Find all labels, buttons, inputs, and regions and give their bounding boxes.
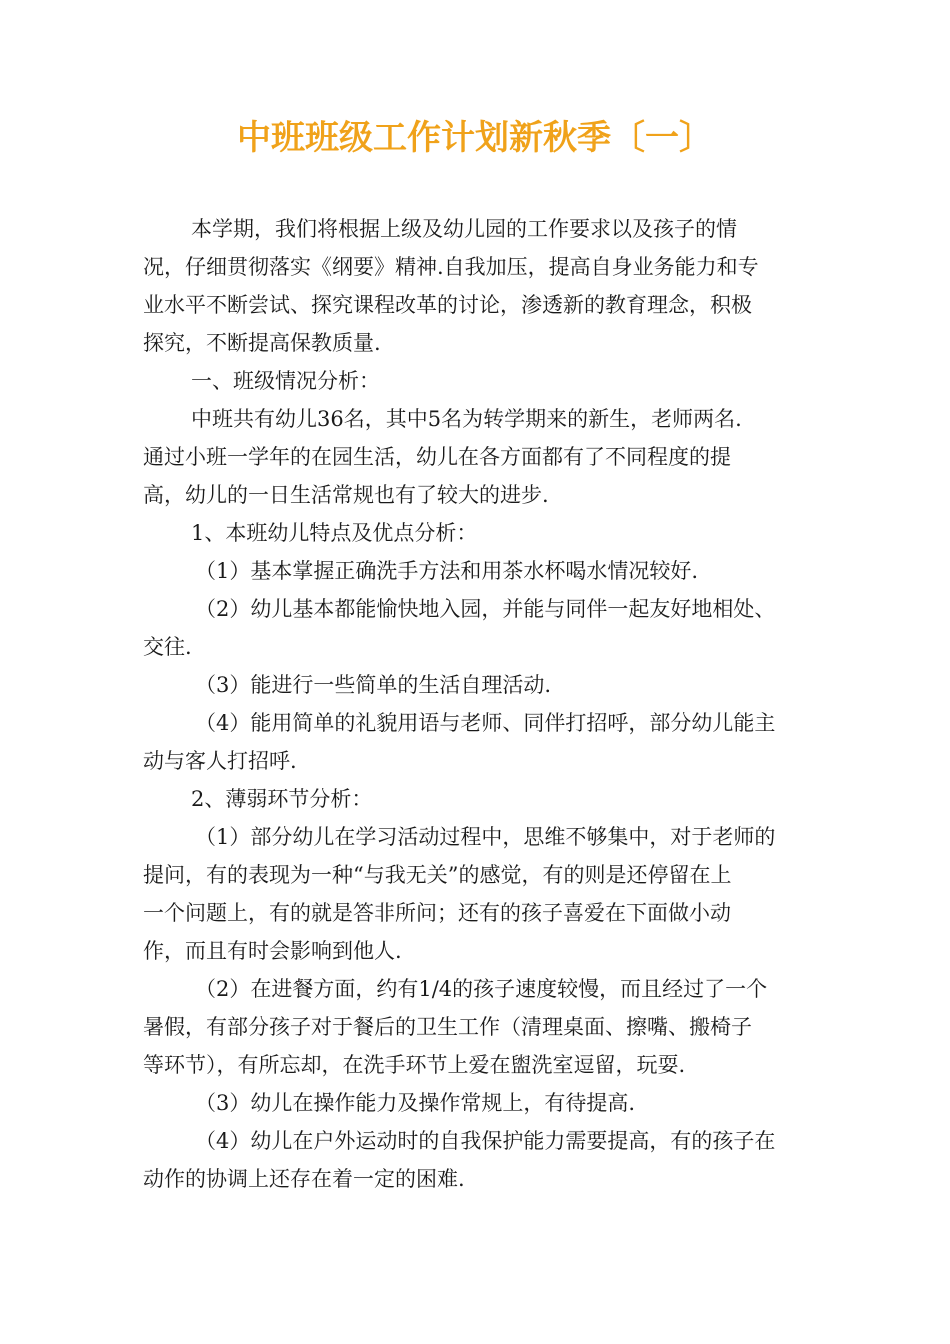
list-item: （4）能用简单的礼貌用语与老师、同伴打招呼，部分幼儿能主 bbox=[195, 711, 776, 735]
list-item-continuation: 动作的协调上还存在着一定的困难. bbox=[143, 1167, 465, 1191]
paragraph-line: 探究，不断提高保教质量. bbox=[143, 331, 381, 355]
list-item: （1）部分幼儿在学习活动过程中，思维不够集中，对于老师的 bbox=[195, 825, 776, 849]
paragraph-line: 通过小班一学年的在园生活，幼儿在各方面都有了不同程度的提 bbox=[143, 445, 731, 469]
list-item: （4）幼儿在户外运动时的自我保护能力需要提高，有的孩子在 bbox=[195, 1129, 776, 1153]
list-item-continuation: 一个问题上，有的就是答非所问；还有的孩子喜爱在下面做小动 bbox=[143, 901, 731, 925]
paragraph-line: 况，仔细贯彻落实《纲要》精神.自我加压，提高自身业务能力和专 bbox=[143, 255, 759, 279]
list-item-continuation: 动与客人打招呼. bbox=[143, 749, 297, 773]
list-item-continuation: 交往. bbox=[143, 635, 192, 659]
paragraph-line: 中班共有幼儿36名，其中5名为转学期来的新生，老师两名. bbox=[191, 407, 742, 431]
list-item: （2）在进餐方面，约有1/4的孩子速度较慢，而且经过了一个 bbox=[195, 977, 768, 1001]
subsection-heading: 1、本班幼儿特点及优点分析： bbox=[191, 521, 478, 545]
list-item: （1）基本掌握正确洗手方法和用茶水杯喝水情况较好. bbox=[195, 559, 699, 583]
document-body bbox=[143, 210, 811, 1198]
list-item-continuation: 暑假，有部分孩子对于餐后的卫生工作（清理桌面、擦嘴、搬椅子 bbox=[143, 1015, 752, 1039]
list-item-continuation: 等环节），有所忘却，在洗手环节上爱在盥洗室逗留，玩耍. bbox=[143, 1053, 686, 1077]
list-item: （3）能进行一些简单的生活自理活动. bbox=[195, 673, 552, 697]
paragraph-line: 本学期，我们将根据上级及幼儿园的工作要求以及孩子的情 bbox=[191, 217, 737, 241]
list-item: （2）幼儿基本都能愉快地入园，并能与同伴一起友好地相处、 bbox=[195, 597, 776, 621]
list-item: （3）幼儿在操作能力及操作常规上，有待提高. bbox=[195, 1091, 636, 1115]
section-heading: 一、班级情况分析： bbox=[191, 369, 380, 393]
paragraph-line: 业水平不断尝试、探究课程改革的讨论，渗透新的教育理念，积极 bbox=[143, 293, 752, 317]
page-title: 中班班级工作计划新秋季〔一〕 bbox=[237, 118, 713, 158]
subsection-heading: 2、薄弱环节分析： bbox=[191, 787, 373, 811]
paragraph-line: 高，幼儿的一日生活常规也有了较大的进步. bbox=[143, 483, 549, 507]
list-item-continuation: 提问，有的表现为一种“与我无关”的感觉，有的则是还停留在上 bbox=[143, 863, 732, 887]
list-item-continuation: 作，而且有时会影响到他人. bbox=[143, 939, 402, 963]
